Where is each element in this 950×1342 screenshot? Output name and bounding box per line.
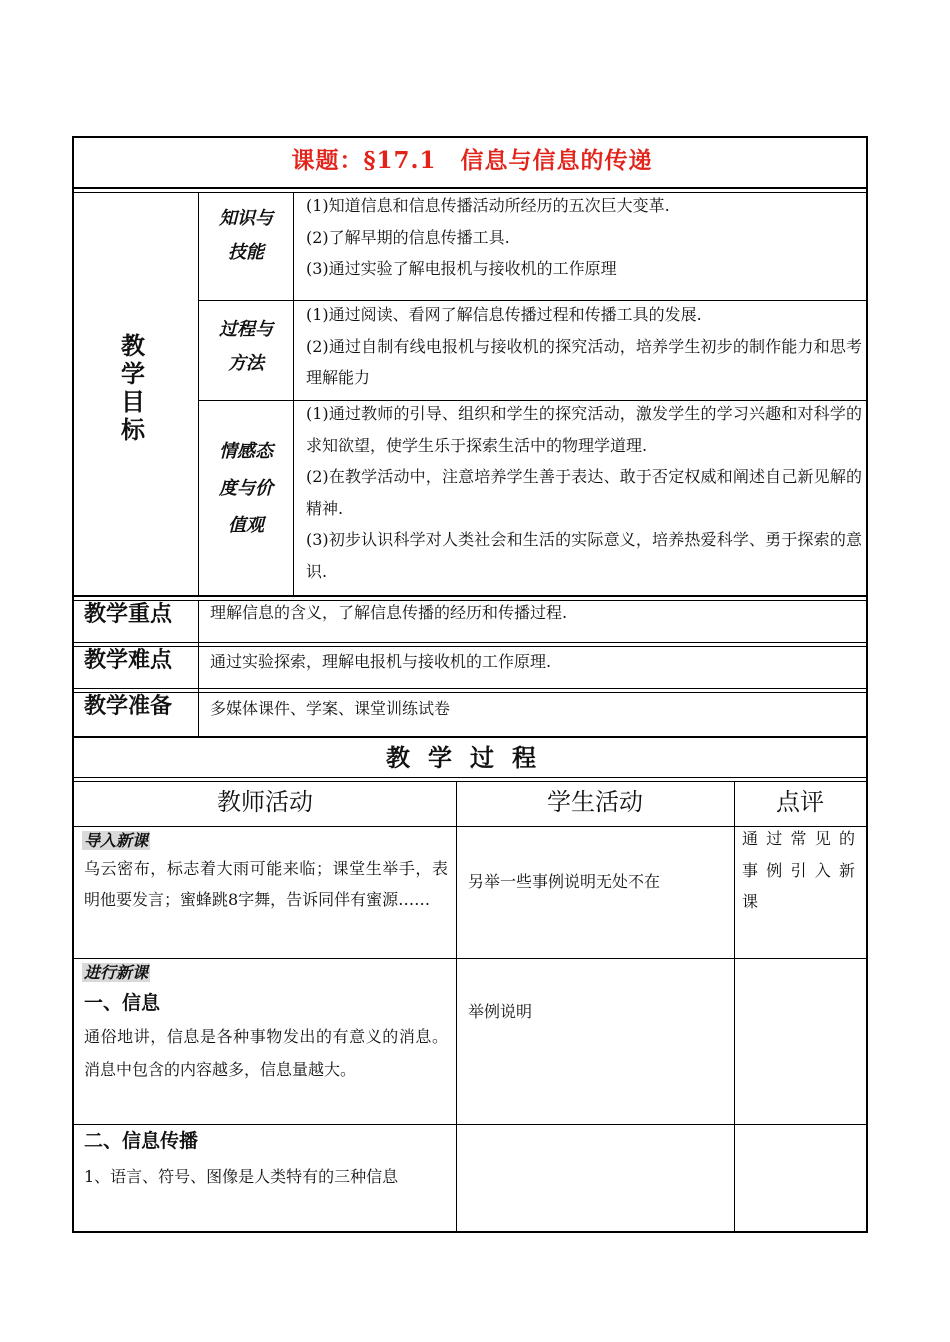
column-header-student: 学生活动 xyxy=(547,788,643,816)
subheading-new-lesson: 进行新课 xyxy=(84,963,149,982)
teacher-activity-text: 乌云密布，标志着大雨可能来临；课堂生举手，表明他要发言；蜜蜂跳8字舞，告诉同伴有蜜源…… xyxy=(84,859,448,909)
objective-item: (1)通过教师的引导、组织和学生的探究活动，激发学生的学习兴趣和对科学的求知欲望，使学生乐于探索生活中的物理学道理. xyxy=(306,404,862,455)
divider xyxy=(74,958,866,959)
objective-items xyxy=(306,398,862,587)
objective-group-label: 知识与技能 xyxy=(219,208,273,263)
objectives-label: 教学目标 xyxy=(121,332,145,444)
divider xyxy=(198,192,199,595)
difficulties-label: 教学难点 xyxy=(84,648,173,673)
teacher-activity-text: 通俗地讲，信息是各种事物发出的有意义的消息。消息中包含的内容越多，信息量越大。 xyxy=(84,1027,448,1079)
key-points-label: 教学重点 xyxy=(84,602,173,627)
objective-item: (1)知道信息和信息传播活动所经历的五次巨大变革. xyxy=(306,196,670,215)
divider xyxy=(74,777,866,778)
teacher-activity-text: 1、语言、符号、图像是人类特有的三种信息 xyxy=(84,1167,399,1186)
objective-group-label: 过程与方法 xyxy=(219,319,273,374)
row-subheading xyxy=(82,960,150,983)
subheading-intro: 导入新课 xyxy=(84,831,149,850)
process-heading: 教学过程 xyxy=(386,744,554,772)
divider xyxy=(456,781,457,1233)
lesson-title: 课题：§17.1 信息与信息的传递 xyxy=(291,147,653,174)
difficulties-text: 通过实验探索，理解电报机与接收机的工作原理. xyxy=(210,652,552,671)
divider xyxy=(74,642,866,643)
comment-text: 通过常见的事例引入新课 xyxy=(742,829,860,911)
objective-items xyxy=(306,299,862,394)
objective-item: (2)在教学活动中，注意培养学生善于表达、敢于否定权威和阐述自己新见解的精神. xyxy=(306,467,862,518)
divider xyxy=(198,600,199,737)
column-header-teacher: 教师活动 xyxy=(217,788,313,816)
section-heading: 二、信息传播 xyxy=(84,1130,199,1152)
lesson-plan-table xyxy=(72,136,868,1233)
objective-item: (2)通过自制有线电报机与接收机的探究活动，培养学生初步的制作能力和思考理解能力 xyxy=(306,336,862,387)
objective-item: (3)初步认识科学对人类社会和生活的实际意义，培养热爱科学、勇于探索的意识. xyxy=(306,530,862,581)
key-points-text: 理解信息的含义，了解信息传播的经历和传播过程. xyxy=(210,603,568,622)
divider xyxy=(74,187,866,189)
row-subheading xyxy=(82,828,150,851)
preparation-text: 多媒体课件、学案、课堂训练试卷 xyxy=(210,699,451,718)
objective-group-label: 情感态度与价值观 xyxy=(219,441,273,536)
student-activity-text: 另举一些事例说明无处不在 xyxy=(468,872,661,891)
column-header-comment: 点评 xyxy=(776,788,824,816)
objective-item: (2)了解早期的信息传播工具. xyxy=(306,227,510,247)
divider xyxy=(293,192,294,595)
objective-item: (3)通过实验了解电报机与接收机的工作原理 xyxy=(306,259,617,278)
divider xyxy=(734,781,735,1233)
objective-item: (1)通过阅读、看网了解信息传播过程和传播工具的发展. xyxy=(306,305,702,324)
section-heading: 一、信息 xyxy=(84,992,161,1014)
student-activity-text: 举例说明 xyxy=(468,1002,533,1021)
preparation-label: 教学准备 xyxy=(84,694,173,719)
divider xyxy=(74,688,866,689)
objective-items xyxy=(306,190,862,285)
divider xyxy=(74,1124,866,1125)
